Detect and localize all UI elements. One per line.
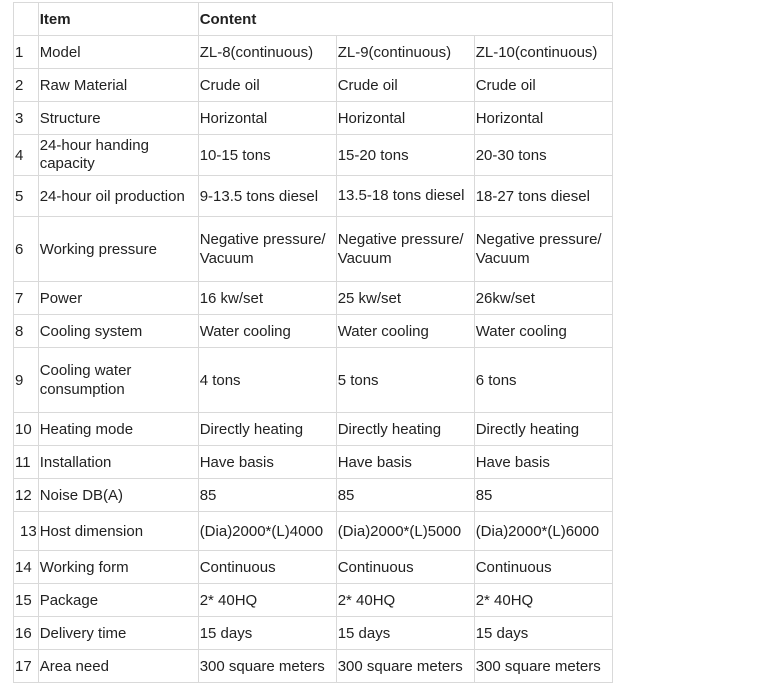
row-number: 12 <box>14 479 39 512</box>
cell-zl9: ZL-9(continuous) <box>336 36 474 69</box>
cell-zl9: 5 tons <box>336 348 474 413</box>
table-row <box>14 551 613 584</box>
cell-zl10: (Dia)2000*(L)6000 <box>474 512 612 551</box>
cell-zl8: 300 square meters <box>198 650 336 683</box>
cell-zl10: 85 <box>474 479 612 512</box>
table-row <box>14 348 613 413</box>
cell-zl10: Water cooling <box>474 315 612 348</box>
table-row <box>14 479 613 512</box>
cell-zl9: 25 kw/set <box>336 282 474 315</box>
row-number: 9 <box>14 348 39 413</box>
spec-table <box>13 2 613 683</box>
table-row <box>14 102 613 135</box>
row-item: Model <box>38 36 198 69</box>
cell-zl8: Have basis <box>198 446 336 479</box>
table-row <box>14 512 613 551</box>
cell-zl10: ZL-10(continuous) <box>474 36 612 69</box>
cell-zl8: 10-15 tons <box>198 135 336 176</box>
row-item: Working form <box>38 551 198 584</box>
cell-zl8: Crude oil <box>198 69 336 102</box>
row-item: 24-hour handing capacity <box>38 135 198 176</box>
row-number: 5 <box>14 176 39 217</box>
row-number: 13 <box>14 512 39 551</box>
row-number: 15 <box>14 584 39 617</box>
cell-zl8: Horizontal <box>198 102 336 135</box>
row-number: 2 <box>14 69 39 102</box>
cell-zl8: 9-13.5 tons diesel <box>198 176 336 217</box>
header-index-cell <box>14 3 39 36</box>
cell-zl10: 300 square meters <box>474 650 612 683</box>
cell-zl8: 85 <box>198 479 336 512</box>
cell-zl10: 15 days <box>474 617 612 650</box>
row-number: 4 <box>14 135 39 176</box>
header-row <box>14 3 613 36</box>
cell-zl10: 18-27 tons diesel <box>474 176 612 217</box>
table-row <box>14 135 613 176</box>
row-item: Cooling water consumption <box>38 348 198 413</box>
table-row <box>14 650 613 683</box>
row-item: Structure <box>38 102 198 135</box>
row-item: Installation <box>38 446 198 479</box>
row-item: Raw Material <box>38 69 198 102</box>
table-row <box>14 69 613 102</box>
row-item: Working pressure <box>38 217 198 282</box>
cell-zl8: Directly heating <box>198 413 336 446</box>
cell-zl8: 4 tons <box>198 348 336 413</box>
cell-zl10: Crude oil <box>474 69 612 102</box>
row-number: 7 <box>14 282 39 315</box>
cell-zl9: Horizontal <box>336 102 474 135</box>
cell-zl10: Negative pressure/ Vacuum <box>474 217 612 282</box>
table-row <box>14 315 613 348</box>
row-item: Noise DB(A) <box>38 479 198 512</box>
cell-zl9: 85 <box>336 479 474 512</box>
row-item: 24-hour oil production <box>38 176 198 217</box>
row-item: Delivery time <box>38 617 198 650</box>
cell-zl10: Horizontal <box>474 102 612 135</box>
table-row <box>14 413 613 446</box>
table-row <box>14 584 613 617</box>
table-row <box>14 36 613 69</box>
cell-zl9: 15-20 tons <box>336 135 474 176</box>
cell-zl8: 16 kw/set <box>198 282 336 315</box>
cell-zl9: (Dia)2000*(L)5000 <box>336 512 474 551</box>
row-number: 6 <box>14 217 39 282</box>
cell-zl10: Have basis <box>474 446 612 479</box>
header-content: Content <box>198 3 612 36</box>
cell-zl8: Negative pressure/ Vacuum <box>198 217 336 282</box>
row-item: Area need <box>38 650 198 683</box>
row-number: 17 <box>14 650 39 683</box>
cell-zl8: Continuous <box>198 551 336 584</box>
row-number: 8 <box>14 315 39 348</box>
table-row <box>14 217 613 282</box>
cell-zl9: Water cooling <box>336 315 474 348</box>
cell-zl9: 300 square meters <box>336 650 474 683</box>
row-number: 16 <box>14 617 39 650</box>
cell-zl10: 6 tons <box>474 348 612 413</box>
row-item: Package <box>38 584 198 617</box>
row-number: 14 <box>14 551 39 584</box>
cell-zl8: Water cooling <box>198 315 336 348</box>
cell-zl10: 20-30 tons <box>474 135 612 176</box>
cell-zl8: 2* 40HQ <box>198 584 336 617</box>
cell-zl9: 2* 40HQ <box>336 584 474 617</box>
cell-zl8: ZL-8(continuous) <box>198 36 336 69</box>
row-number: 3 <box>14 102 39 135</box>
row-item: Heating mode <box>38 413 198 446</box>
cell-zl10: 2* 40HQ <box>474 584 612 617</box>
cell-zl8: 15 days <box>198 617 336 650</box>
row-item: Host dimension <box>38 512 198 551</box>
header-item: Item <box>38 3 198 36</box>
row-number: 11 <box>14 446 39 479</box>
row-item: Power <box>38 282 198 315</box>
cell-zl9: Directly heating <box>336 413 474 446</box>
table-row <box>14 176 613 217</box>
cell-zl10: 26kw/set <box>474 282 612 315</box>
table-row <box>14 282 613 315</box>
cell-zl9: Continuous <box>336 551 474 584</box>
row-number: 10 <box>14 413 39 446</box>
cell-zl9: 15 days <box>336 617 474 650</box>
cell-zl9: 13.5-18 tons diesel <box>336 176 474 217</box>
row-number: 1 <box>14 36 39 69</box>
row-item: Cooling system <box>38 315 198 348</box>
table-row <box>14 617 613 650</box>
cell-zl9: Crude oil <box>336 69 474 102</box>
cell-zl9: Have basis <box>336 446 474 479</box>
cell-zl10: Directly heating <box>474 413 612 446</box>
table-row <box>14 446 613 479</box>
cell-zl9: Negative pressure/ Vacuum <box>336 217 474 282</box>
cell-zl10: Continuous <box>474 551 612 584</box>
cell-zl8: (Dia)2000*(L)4000 <box>198 512 336 551</box>
